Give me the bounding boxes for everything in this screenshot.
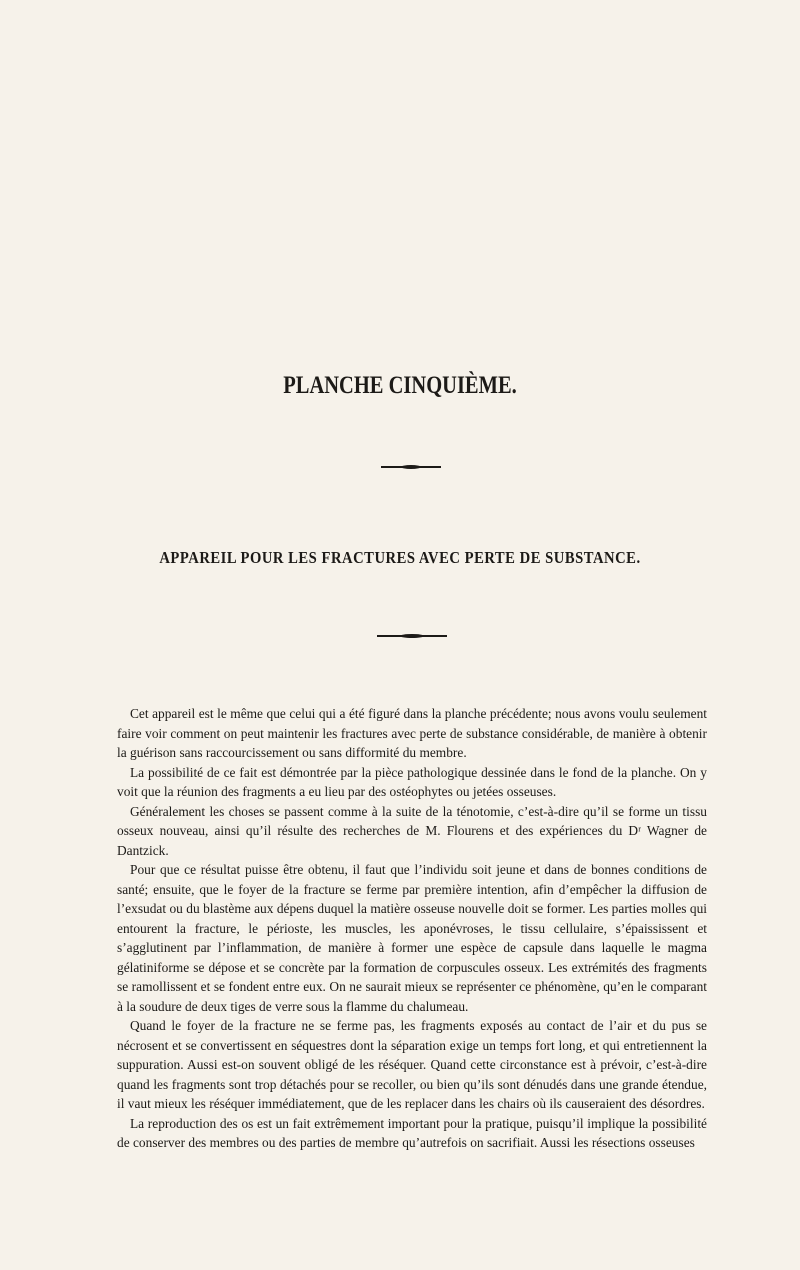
subtitle-ornament-rule	[377, 634, 447, 638]
section-subtitle: APPAREIL POUR LES FRACTURES AVEC PERTE DE SUBSTANCE.	[159, 548, 641, 567]
paragraph: La reproduction des os est un fait extrêmement important pour la pratique, puisqu’il implique la possibilité de conserver des membres ou des parties de membre qu’autrefois on sacrifiait. Aussi les résections osseuses	[117, 1115, 707, 1150]
body-text	[117, 704, 707, 1153]
plate-title: PLANCHE CINQUIÈME.	[283, 372, 517, 399]
paragraph: Généralement les choses se passent comme à la suite de la ténotomie, c’est-à-dire qu’il se forme un tissu osseux nouveau, ainsi qu’il résulte des recherches de M. Flourens et des expériences du Dʳ Wagner de Dantzick.	[117, 803, 707, 858]
paragraph: Pour que ce résultat puisse être obtenu, il faut que l’individu soit jeune et dans de bonnes conditions de santé; ensuite, que le foyer de la fracture se ferme par première intention, afin d’empêcher la diffusion de l’exsudat ou du blastème aux dépens duquel la matière osseuse nouvelle doit se former. Les parties molles qui entourent la fracture, le périoste, les muscles, les aponévroses, le tissu cellulaire, s’épaississent et s’agglutinent par l’inflammation, de manière à former une espèce de capsule dans laquelle le magma gélatiniforme se dépose et se concrète par la formation de corpuscules osseux. Les extrémités des fragments se ramollissent et se fondent entre eux. On ne saurait mieux se représenter ce phénomène, qu’en le comparant à la soudure de deux tiges de verre sous la flamme du chalumeau.	[117, 862, 707, 1014]
paragraph: Quand le foyer de la fracture ne se ferme pas, les fragments exposés au contact de l’air et du pus se nécrosent et se convertissent en séquestres dont la séparation exige un temps fort long, et qui entretiennent la suppuration. Aussi est-on souvent obligé de les réséquer. Quand cette circonstance est à prévoir, c’est-à-dire quand les fragments sont trop détachés pour se recoller, ou bien qu’ils sont dénudés dans une grande étendue, il vaut mieux les réséquer immédiatement, que de les replacer dans les chairs où ils causeraient des désordres.	[117, 1018, 707, 1111]
title-ornament-rule	[381, 465, 441, 469]
paragraph: Cet appareil est le même que celui qui a été figuré dans la planche précédente; nous avons voulu seulement faire voir comment on peut maintenir les fractures avec perte de substance considérable, de manière à obtenir la guérison sans raccourcissement ou sans difformité du membre.	[117, 706, 707, 760]
paragraph: La possibilité de ce fait est démontrée par la pièce pathologique dessinée dans le fond de la planche. On y voit que la réunion des fragments a eu lieu par des ostéophytes ou jetées osseuses.	[117, 764, 707, 799]
